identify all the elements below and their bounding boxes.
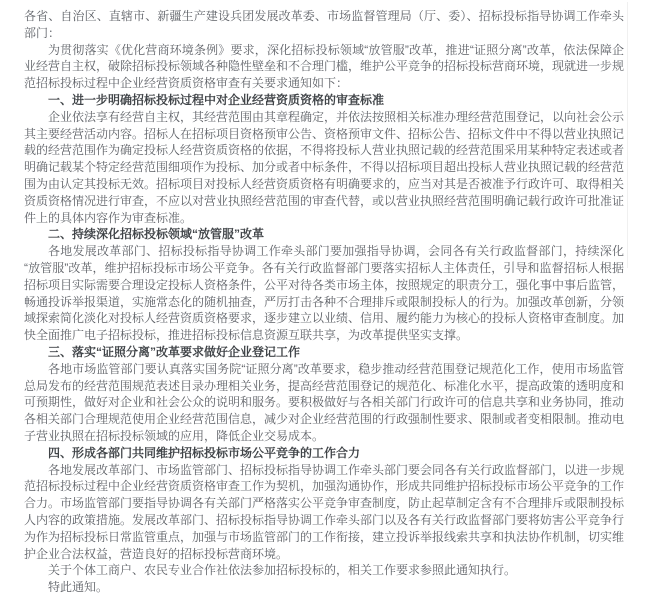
section-1-paragraph: 企业依法享有经营自主权，其经营范围由其章程确定，并依法按照相关标准办理经营范围登记，以向社会公示其主要经营活动内容。招标人在招标项目资格预审公告、资格预审文件、招标公告、招标文件中不得以营业执照记载的经营范围作为确定投标人经营资质资格的依据，不得将投标人营业执照记载的经营范围采用某种特定表述或者明确记载某个特定经营范围细项作为投标、加分或者中标条件，不得以招标项目超出投标人营业执照记载的经营范围为由认定其投标无效。招标项目对投标人经营资质资格有明确要求的，应当对其是否被准予行政许可、取得相关资质资格情况进行审查，不应以对营业执照经营范围的审查代替，或以营业执照经营范围明确记载行政许可批准证件上的具体内容作为审查标准。 <box>24 109 625 225</box>
section-4-paragraph: 各地发展改革部门、市场监管部门、招标投标指导协调工作牵头部门要会同各有关行政监督部门，以进一步规范招标投标过程中企业经营资质资格审查工作为契机，加强沟通协作，形成共同维护招标投标市场公平竞争的工作合力。市场监管部门要指导协调各有关部门严格落实公平竞争审查制度，防止起草制定含有不合理排斥或限制投标人内容的政策措施。发展改革部门、招标投标指导协调工作牵头部门以及各有关行政监督部门要将妨害公平竞争行为作为招标投标日常监管重点，加强与市场监管部门的工作衔接，建立投诉举报线索共享和执法协作机制，切实维护企业合法权益，营造良好的招标投标营商环境。 <box>24 462 625 561</box>
section-1-heading: 一、进一步明确招标投标过程中对企业经营资质资格的审查标准 <box>48 92 385 107</box>
right-edge-divider <box>627 2 628 268</box>
section-3-heading: 三、落实“证照分离”改革要求做好企业登记工作 <box>48 344 301 359</box>
intro-paragraph: 为贯彻落实《优化营商环境条例》要求，深化招标投标领域“放管服”改革，推进“证照分离”改革，依法保障企业经营自主权，破除招标投标领域各种隐性壁垒和不合理门槛，维护公平竞争的招标投标营商环境，现就进一步规范招标投标过程中企业经营资质资格审查有关要求通知如下： <box>24 42 625 91</box>
closing-note-paragraph: 关于个体工商户、农民专业合作社依法参加招标投标的，相关工作要求参照此通知执行。 <box>48 563 517 578</box>
closing-statement: 特此通知。 <box>48 580 109 595</box>
section-3-paragraph: 各地市场监管部门要认真落实国务院“证照分离”改革要求，稳步推动经营范围登记规范化工作，使用市场监管总局发布的经营范围规范表述目录办理相关业务，提高经营范围登记的规范化、标准化水平，提高政策的透明度和可预期性，做好对企业和社会公众的说明和服务。要积极做好与各相关部门行政许可的信息共享和业务协同，推动各相关部门合理规范使用企业经营范围信息，减少对企业经营范围的行政强制性要求、限制或者变相限制。推动电子营业执照在招标投标领域的应用，降低企业交易成本。 <box>24 361 625 443</box>
section-2-heading: 二、持续深化招标投标领域“放管服”改革 <box>48 227 265 242</box>
section-4-heading: 四、形成各部门共同维护招标投标市场公平竞争的工作合力 <box>48 445 361 460</box>
salutation-line: 各省、自治区、直辖市、新疆生产建设兵团发展改革委、市场监督管理局（厅、委）、招标投标指导协调工作牵头部门： <box>24 9 624 40</box>
section-2-paragraph: 各地发展改革部门、招标投标指导协调工作牵头部门要加强指导协调，会同各有关行政监督部门，持续深化“放管服”改革，维护招标投标市场公平竞争。各有关行政监督部门要落实招标人主体责任，引导和监督招标人根据招标项目实际需要合理设定投标人资格条件，公平对待各类市场主体，按照规定的职责分工，强化事中事后监管，畅通投诉举报渠道，实施常态化的随机抽查，严厉打击各种不合理排斥或限制投标人的行为。加强改革创新，分领域探索简化淡化对投标人经营资质资格要求，逐步建立以业绩、信用、履约能力为核心的投标人资格审查制度。加快全面推广电子招标投标，推进招标投标信息资源互联共享，为改革提供坚实支撑。 <box>24 244 625 343</box>
